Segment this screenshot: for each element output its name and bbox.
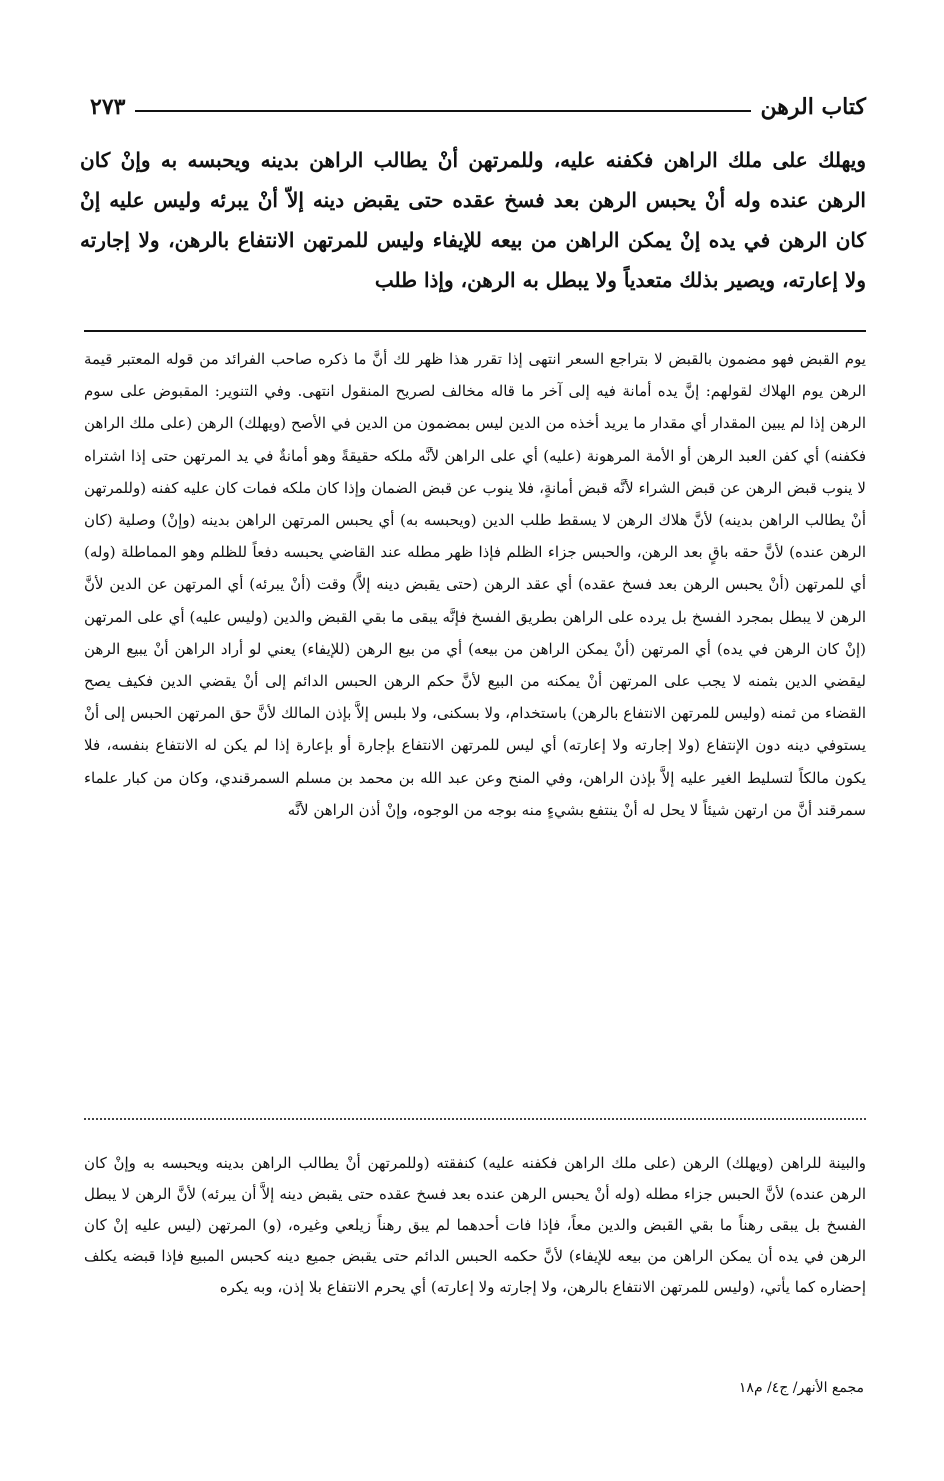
- main-text-paragraph: ويهلك على ملك الراهن فكفنه عليه، وللمرتهن أنْ يطالب الراهن بدينه ويحبسه به وإنْ كان الرهن عنده وله أنْ يحبس الرهن بعد فسخ عقده حتى يقبض دينه إلاّ أنْ يبرئه وليس عليه إنْ كان الرهن في يده إنْ يمكن الراهن من بيعه للإيفاء وليس للمرتهن الانتفاع بالرهن، ولا إجارته ولا إعارته، ويصير بذلك متعدياً ولا يبطل به الرهن، وإذا طلب: [80, 148, 867, 292]
- main-commentary-divider: [84, 330, 866, 332]
- page-number: ٢٧٣: [90, 94, 126, 120]
- main-text-block: [80, 140, 866, 300]
- dotted-divider: [84, 1118, 866, 1120]
- header-rule: [135, 110, 750, 112]
- page-footer-signature: مجمع الأنهر/ ج٤/ م١٨: [738, 1380, 864, 1396]
- margin-commentary-block: [84, 1148, 866, 1303]
- page-header: [90, 86, 866, 120]
- book-title: كتاب الرهن: [760, 94, 866, 120]
- commentary-paragraph: يوم القبض فهو مضمون بالقبض لا بتراجع السعر انتهى إذا تقرر هذا ظهر لك أنَّ ما ذكره صاحب الفرائد من قوله المعتبر قيمة الرهن يوم الهلاك لقولهم: إنَّ يده أمانة فيه إلى آخر ما قاله مخالف لصريح المنقول انتهى. وفي التنوير: المقبوض على سوم الرهن إذا لم يبين المقدار أي مقدار ما يريد أخذه من الدين ليس بمضمون من الدين في الأصح (ويهلك) الرهن (على ملك الراهن فكفنه) أي كفن العبد الرهن أو الأمة المرهونة (عليه) أي على الراهن لأنَّه ملكه حقيقةً وهو أمانةٌ في يد المرتهن حتى إذا اشتراه لا ينوب قبض الرهن عن قبض الشراء لأنَّه قبض أمانةٍ، فلا ينوب عن قبض الضمان وإذا كان ملكه فمات كان عليه كفنه (وللمرتهن أنْ يطالب الراهن بدينه) لأنَّ هلاك الرهن لا يسقط طلب الدين (ويحبسه به) أي يحبس المرتهن الراهن بدينه (وإنْ) وصلية (كان الرهن عنده) لأنَّ حقه باقٍ بعد الرهن، والحبس جزاء الظلم فإذا ظهر مطله عند القاضي يحبسه دفعاً للظلم وهو المماطلة (وله) أي للمرتهن (أنْ يحبس الرهن بعد فسخ عقده) أي عقد الرهن (حتى يقبض دينه إلاَّ) وقت (أنْ يبرئه) أي المرتهن عن الدين لأنَّ الرهن لا يبطل بمجرد الفسخ بل يرده على الراهن بطريق الفسخ فإنَّه يبقى ما بقي القبض والدين (وليس عليه) أي على المرتهن (إنْ كان الرهن في يده) أي المرتهن (أنْ يمكن الراهن من بيعه) أي من بيع الرهن (للإيفاء) يعني لو أراد الراهن أنْ يبيع الرهن ليقضي الدين بثمنه لا يجب على المرتهن أنْ يمكنه من البيع لأنَّ حكم الرهن الحبس الدائم إلى أنْ يقضي الدين فكيف يصح القضاء من ثمنه (وليس للمرتهن الانتفاع بالرهن) باستخدام، ولا بسكنى، ولا بلبس إلاَّ بإذن المالك لأنَّ حق المرتهن الحبس إلى أنْ يستوفي دينه دون الإنتفاع (ولا إجارته ولا إعارته) أي ليس للمرتهن الانتفاع بإجارة أو بإعارة إذا لم يكن له الانتفاع بنفسه، فلا يكون مالكاً لتسليط الغير عليه إلاَّ بإذن الراهن، وفي المنح وعن عبد الله بن محمد بن مسلم السمرقندي، وكان من كبار علماء سمرقند أنَّ من ارتهن شيئاً لا يحل له أنْ ينتفع بشيءٍ منه بوجه من الوجوه، وإنْ أذن الراهن لأنَّه: [84, 350, 866, 819]
- commentary-block: [84, 343, 866, 826]
- margin-commentary-paragraph: والبينة للراهن (ويهلك) الرهن (على ملك الراهن فكفنه عليه) كنفقته (وللمرتهن أنْ يطالب الراهن بدينه ويحبسه به وإنْ كان الرهن عنده) لأنَّ الحبس جزاء مطله (وله أنْ يحبس الرهن عنده بعد فسخ عقده حتى يقبض دينه إلاَّ أن يبرئه) لأنَّ الرهن لا يبطل الفسخ بل يبقى رهناً ما بقي القبض والدين معاً، فإذا فات أحدهما لم يبق رهناً زيلعي وغيره، (و) المرتهن (ليس عليه إنْ كان الرهن في يده أن يمكن الراهن من بيعه للإيفاء) لأنَّ حكمه الحبس الدائم حتى يقبض جميع دينه كحبس المبيع فإذا قبضه يكلف إحضاره كما يأتي، (وليس للمرتهن الانتفاع بالرهن، ولا إجارته ولا إعارته) أي يحرم الانتفاع بلا إذن، وبه يكره: [84, 1154, 866, 1296]
